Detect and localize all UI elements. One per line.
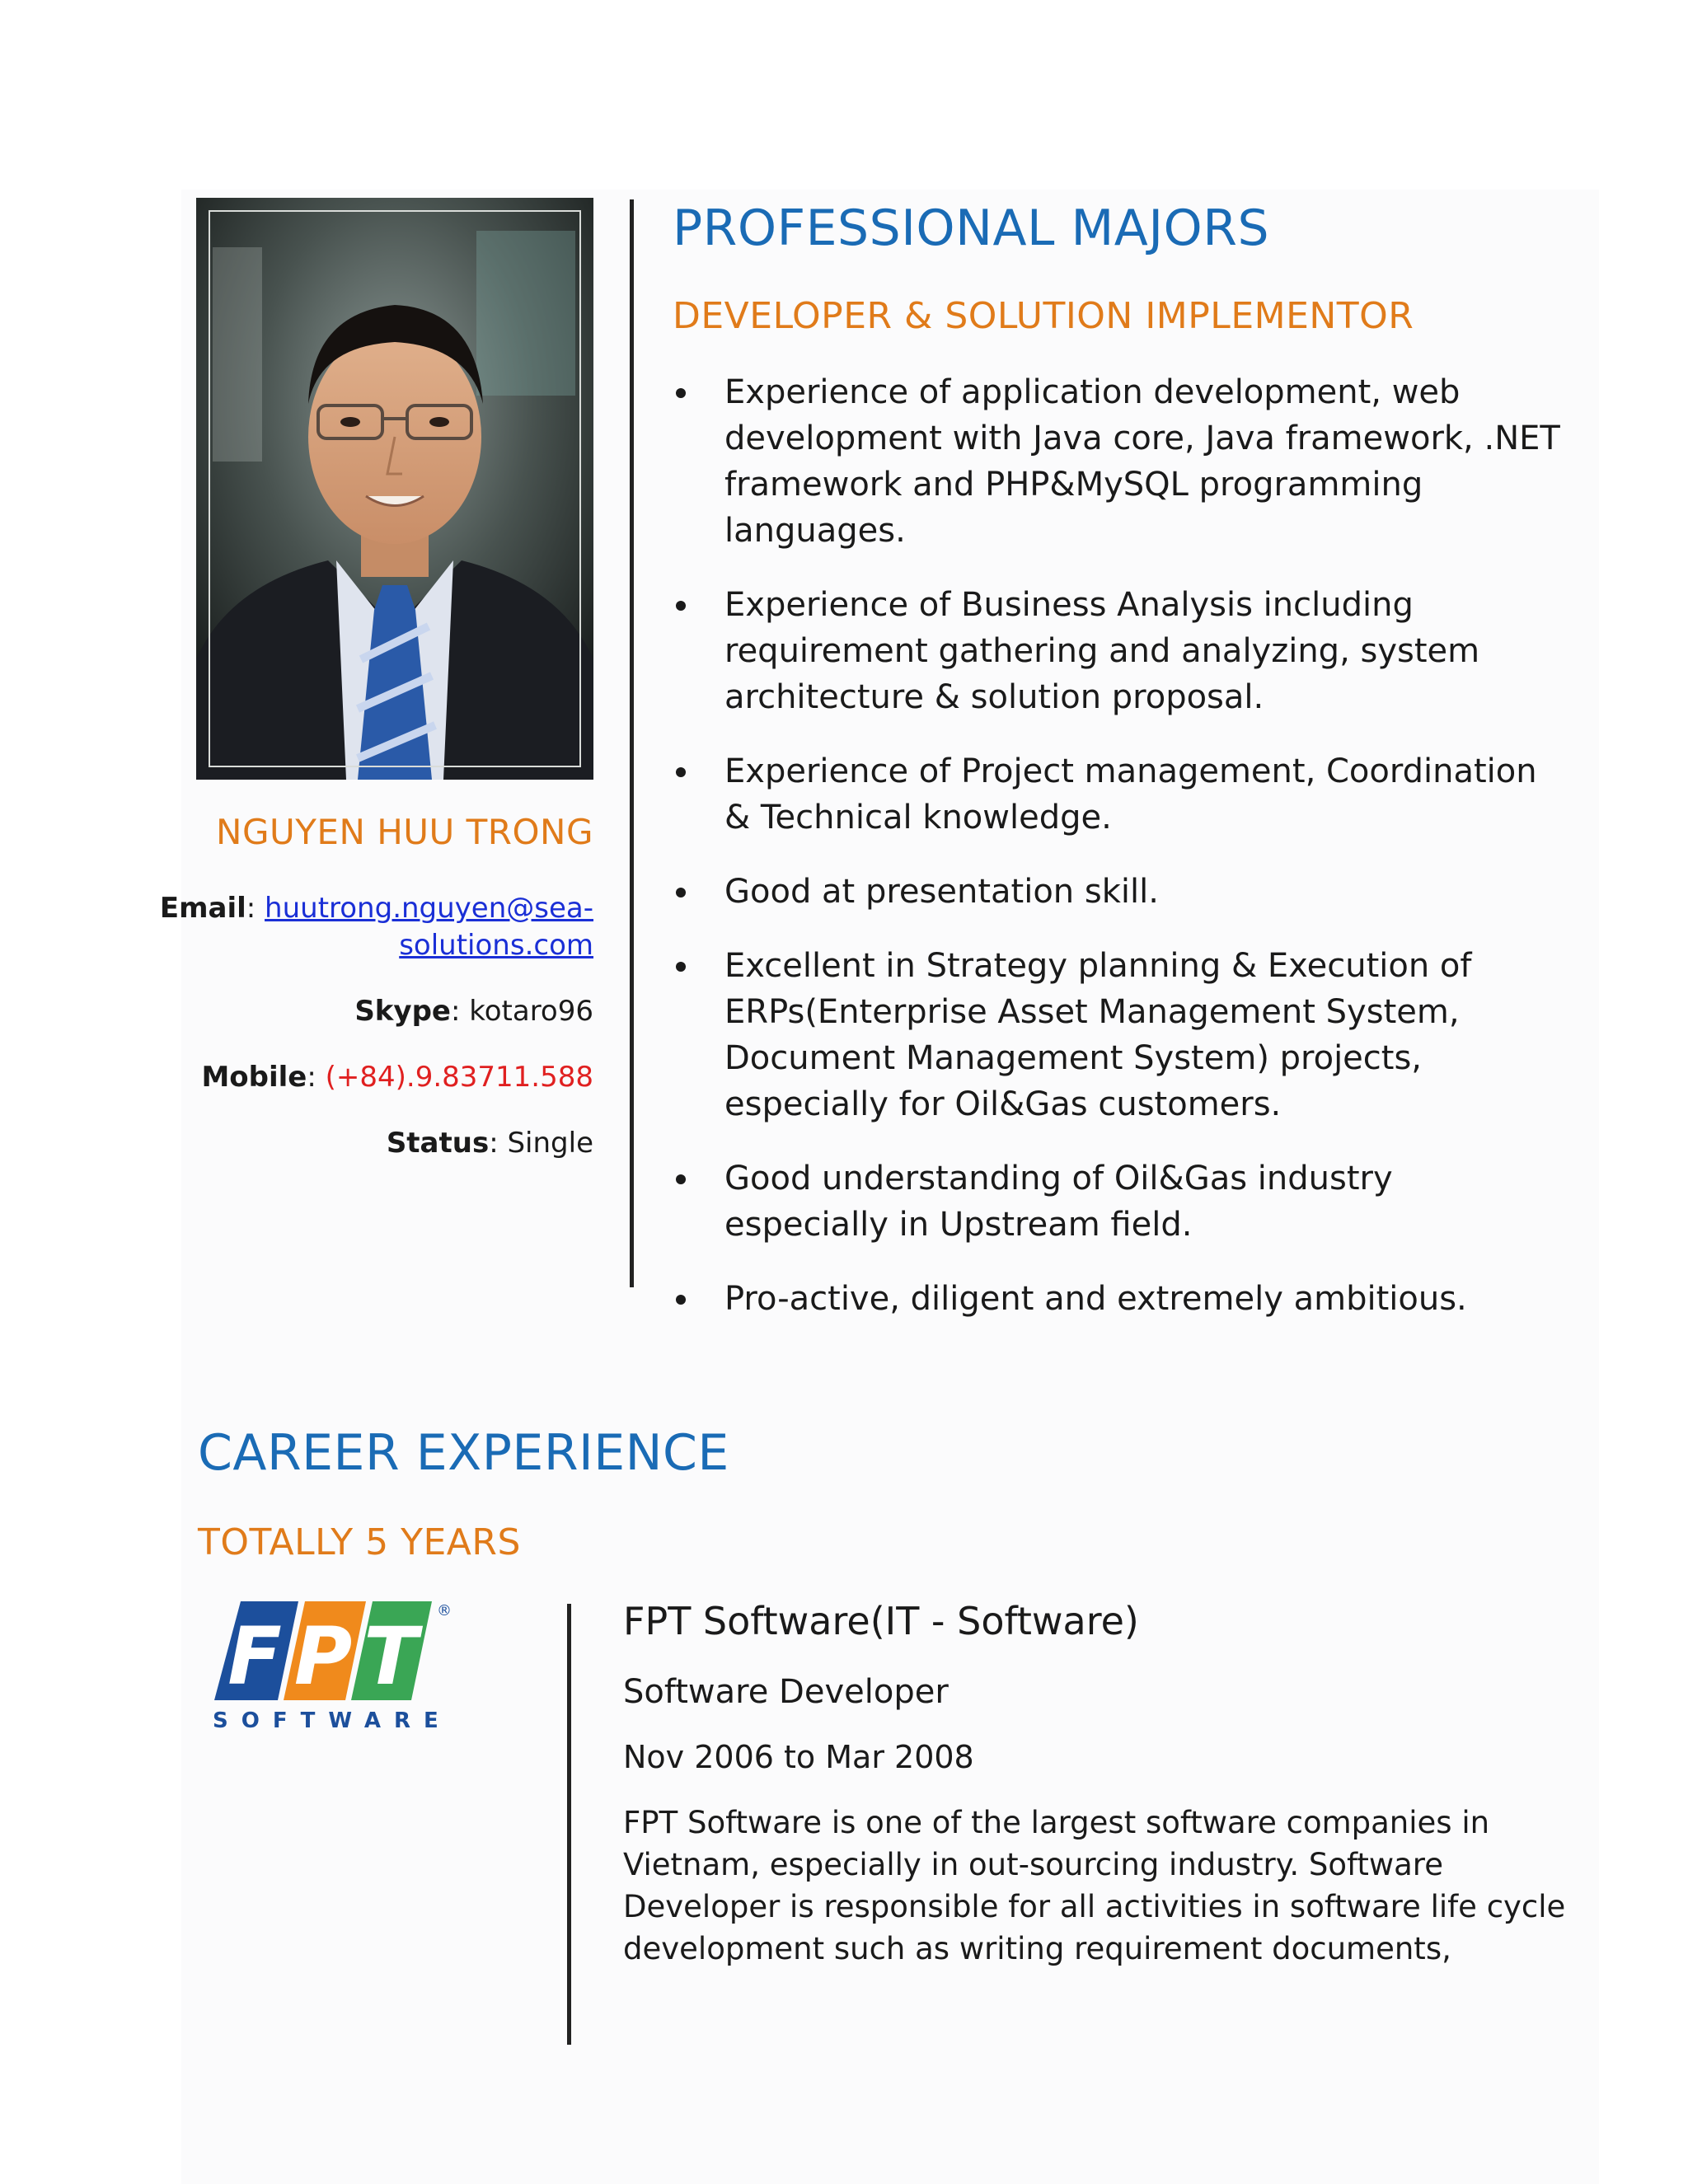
fpt-software-logo [208, 1597, 455, 1737]
majors-item-text: Good understanding of Oil&Gas industry especially in Upstream field. [724, 1160, 1393, 1244]
status-label: Status [386, 1127, 490, 1160]
fpt-letter-f: F [227, 1610, 282, 1703]
email-row [124, 890, 593, 964]
majors-list-item [672, 748, 1562, 841]
bullet-dot [676, 962, 686, 972]
status-separator: : [489, 1127, 508, 1160]
bullet-dot [676, 767, 686, 777]
bullet-dot [676, 1174, 686, 1184]
career-subheading: TOTALLY 5 YEARS [198, 1521, 521, 1563]
majors-list-item [672, 582, 1562, 720]
majors-subheading: DEVELOPER & SOLUTION IMPLEMENTOR [673, 295, 1414, 337]
email-label: Email [159, 892, 246, 925]
majors-item-text: Experience of Project management, Coordination & Technical knowledge. [724, 752, 1537, 837]
profile-photo [196, 198, 593, 780]
fpt-logo-graphic [208, 1597, 455, 1737]
email-separator: : [246, 892, 265, 925]
column-divider-top [630, 199, 634, 1287]
fpt-logo-caption: SOFTWARE [213, 1708, 452, 1733]
job-role: Software Developer [623, 1673, 949, 1711]
job-dates: Nov 2006 to Mar 2008 [623, 1739, 974, 1775]
majors-item-text: Good at presentation skill. [724, 873, 1159, 911]
majors-list-item [672, 369, 1562, 554]
job-description: FPT Software is one of the largest software companies in Vietnam, especially in out-sourcing industry. Software Developer is responsible for all activities in software life cycle development such as writing requirement documents, [623, 1805, 1566, 1966]
majors-list-item [672, 1155, 1562, 1248]
mobile-label: Mobile [201, 1061, 307, 1094]
column-divider-bottom [567, 1604, 571, 2045]
status-value: Single [507, 1127, 593, 1160]
fpt-letter-p: P [293, 1610, 353, 1703]
majors-item-text: Pro-active, diligent and extremely ambitious. [724, 1280, 1467, 1318]
job-company: FPT Software(IT - Software) [623, 1599, 1139, 1643]
majors-list-item [672, 869, 1562, 915]
majors-item-text: Experience of application development, web development with Java core, Java framework, .NET framework and PHP&MySQL programming languages. [724, 373, 1560, 550]
status-row [124, 1125, 593, 1162]
bullet-dot [676, 388, 686, 398]
email-link-continued[interactable]: solutions.com [399, 929, 593, 962]
person-name: NGUYEN HUU TRONG [216, 812, 593, 852]
photo-frame [209, 210, 581, 767]
majors-list-item [672, 1276, 1562, 1322]
skype-row [124, 993, 593, 1030]
mobile-row [124, 1059, 593, 1096]
fpt-letter-t: T [363, 1610, 418, 1703]
skype-label: Skype [354, 995, 451, 1028]
skype-separator: : [450, 995, 470, 1028]
email-link[interactable]: huutrong.nguyen@sea- [265, 892, 593, 925]
majors-list-item [672, 943, 1562, 1127]
majors-item-text: Experience of Business Analysis including requirement gathering and analyzing, system architecture & solution proposal. [724, 586, 1480, 716]
bullet-dot [676, 888, 686, 898]
majors-heading: PROFESSIONAL MAJORS [673, 199, 1270, 257]
mobile-separator: : [307, 1061, 326, 1094]
skype-value: kotaro96 [469, 995, 593, 1028]
career-heading: CAREER EXPERIENCE [198, 1424, 729, 1482]
bullet-dot [676, 601, 686, 611]
majors-list [672, 369, 1562, 1350]
bullet-dot [676, 1295, 686, 1305]
registered-mark: ® [437, 1602, 452, 1619]
majors-item-text: Excellent in Strategy planning & Execution of ERPs(Enterprise Asset Management System, Document Management System) projects, especially for Oil&Gas customers. [724, 947, 1472, 1123]
mobile-value: (+84).9.83711.588 [325, 1061, 593, 1094]
